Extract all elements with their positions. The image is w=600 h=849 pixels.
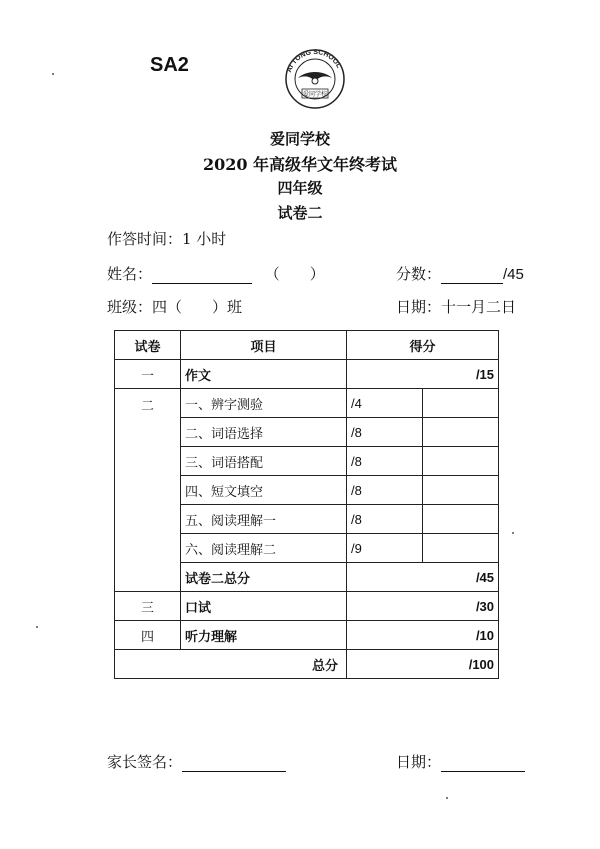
header-item: 项目 [181,331,347,360]
max-score: /45 [347,563,499,592]
grade-title: 四年级 [277,179,323,197]
name-row [107,263,325,284]
paper-number: 二 [115,389,181,592]
paper-number: 三 [115,592,181,621]
max-score: /8 [347,476,423,505]
scan-speck [36,626,38,628]
table-total-row [115,650,499,679]
svg-text:AI TONG SCHOOL: AI TONG SCHOOL [285,48,343,74]
svg-text:爱同学校: 爱同学校 [302,91,328,98]
item-label: 五、阅读理解一 [181,505,347,534]
max-score: /10 [347,621,499,650]
max-score: /9 [347,534,423,563]
item-label: 口试 [181,592,347,621]
time-label: 作答时间：1 小时 [107,230,227,248]
max-score: /30 [347,592,499,621]
class-label: 班级：四（ ）班 [107,298,243,316]
score-cell[interactable] [423,534,499,563]
score-cell[interactable] [423,505,499,534]
scan-speck [52,73,54,75]
footer-date-field[interactable] [441,755,525,772]
score-field[interactable] [441,267,503,284]
score-cell[interactable] [423,389,499,418]
item-label: 三、词语搭配 [181,447,347,476]
total-max-score: /100 [347,650,499,679]
exam-title: 2020 年高级华文年终考试 [202,155,398,174]
item-label: 六、阅读理解二 [181,534,347,563]
score-row [396,263,524,284]
name-label: 姓名： [107,265,153,283]
paper-code-label: SA2 [150,54,189,76]
header-score: 得分 [347,331,499,360]
score-total: /45 [503,266,524,283]
paper-title: 试卷二 [277,204,323,222]
paper-number: 一 [115,360,181,389]
footer-date-row [396,751,525,772]
max-score: /4 [347,389,423,418]
register-number-field[interactable]: （ ） [264,265,325,283]
total-label: 总分 [115,650,347,679]
max-score: /8 [347,447,423,476]
item-label: 听力理解 [181,621,347,650]
school-logo [280,48,350,110]
table-row [115,592,499,621]
max-score: /8 [347,418,423,447]
header-paper: 试卷 [115,331,181,360]
score-table [114,330,499,679]
table-header-row [115,331,499,360]
scan-speck [512,532,514,534]
parent-sign-label: 家长签名： [107,753,183,771]
date-value: 十一月二日 [441,298,517,316]
name-field[interactable] [152,267,252,284]
date-label: 日期： [396,298,442,316]
item-label: 二、词语选择 [181,418,347,447]
parent-sign-field[interactable] [182,755,286,772]
score-cell[interactable] [423,476,499,505]
score-cell[interactable] [423,447,499,476]
max-score: /15 [347,360,499,389]
score-label: 分数： [396,265,442,283]
date-row [396,296,516,317]
scan-speck [446,797,448,799]
item-label: 一、辨字测验 [181,389,347,418]
paper-number: 四 [115,621,181,650]
table-row [115,360,499,389]
max-score: /8 [347,505,423,534]
table-row [115,621,499,650]
item-label: 试卷二总分 [181,563,347,592]
parent-sign-row [107,751,286,772]
school-name: 爱同学校 [269,130,330,148]
item-label: 作文 [181,360,347,389]
footer-date-label: 日期： [396,753,442,771]
score-cell[interactable] [423,418,499,447]
table-row [115,389,499,418]
item-label: 四、短文填空 [181,476,347,505]
